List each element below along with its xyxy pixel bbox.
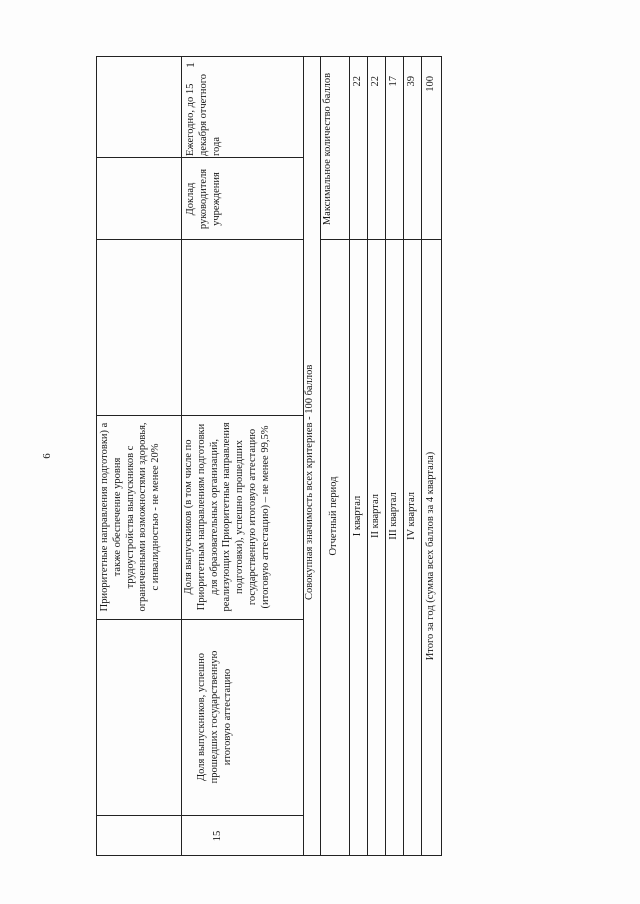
criterion-column-border — [96, 415, 303, 416]
summary-row-max-3: 17 — [388, 76, 399, 87]
summary-row3-bottom-border — [403, 56, 404, 856]
summary-row-period-1: I квартал — [352, 495, 363, 537]
summary-row-period-3: III квартал — [388, 492, 399, 540]
table-bottom-border — [441, 56, 442, 856]
row15-indicator: Доля выпускников, успешно прошедших государственную итоговую аттестацию — [196, 650, 233, 784]
table-left-border — [96, 855, 441, 856]
row15-score: 1 — [183, 62, 197, 68]
total-row-bottom-border — [320, 56, 321, 856]
table-right-border — [96, 56, 441, 57]
period-column-border — [96, 157, 303, 158]
summary-row-max-2: 22 — [370, 76, 381, 87]
page-number: 6 — [40, 453, 53, 459]
row15-period: Ежегодно, до 15 декабря отчетного года — [185, 73, 222, 156]
rotated-table — [96, 56, 441, 856]
row-prev-criterion: Приоритетные направления подготовки) а также обеспечение уровня трудоустройства выпускников с ограниченными возможностями здоровья, с инвалидностью - не менее 20% — [99, 422, 162, 612]
summary-row2-bottom-border — [385, 56, 386, 856]
summary-header-bottom-border — [349, 56, 350, 856]
summary-row-period-2: II квартал — [370, 493, 381, 539]
summary-row-max-1: 22 — [352, 76, 363, 87]
table-grid — [96, 56, 441, 856]
indicator-column-border — [96, 619, 303, 620]
total-criteria-row: Совокупная значимость всех критериев - 100 баллов — [304, 364, 315, 600]
row15-criterion: Доля выпускников (в том числе по Приоритетным направлениям подготовки для образовательных организаций, реализующих Приоритетные направления подготовки), успешно прошедших государственную итоговую аттестацию (итоговую аттестацию) – не менее 99,5% — [183, 422, 271, 612]
summary-row-max-4: 39 — [406, 76, 417, 87]
row15-number: 15 — [212, 830, 223, 842]
summary-column-border — [320, 239, 441, 240]
report-column-border — [96, 239, 303, 240]
summary-row4-bottom-border — [421, 56, 422, 856]
summary-row-max-5: 100 — [425, 76, 436, 92]
num-column-border — [96, 815, 303, 816]
row-prev-bottom-border — [181, 56, 182, 856]
summary-row-period-5: Итого за год (сумма всех баллов за 4 квартала) — [425, 451, 436, 661]
table-top-border — [96, 56, 97, 856]
summary-header-period: Отчетный период — [328, 476, 339, 556]
summary-header-max: Максимальное количество баллов — [322, 72, 333, 226]
row15-report: Доклад руководителя учреждения — [185, 168, 222, 230]
summary-row-period-4: IV квартал — [406, 492, 417, 540]
summary-row1-bottom-border — [367, 56, 368, 856]
